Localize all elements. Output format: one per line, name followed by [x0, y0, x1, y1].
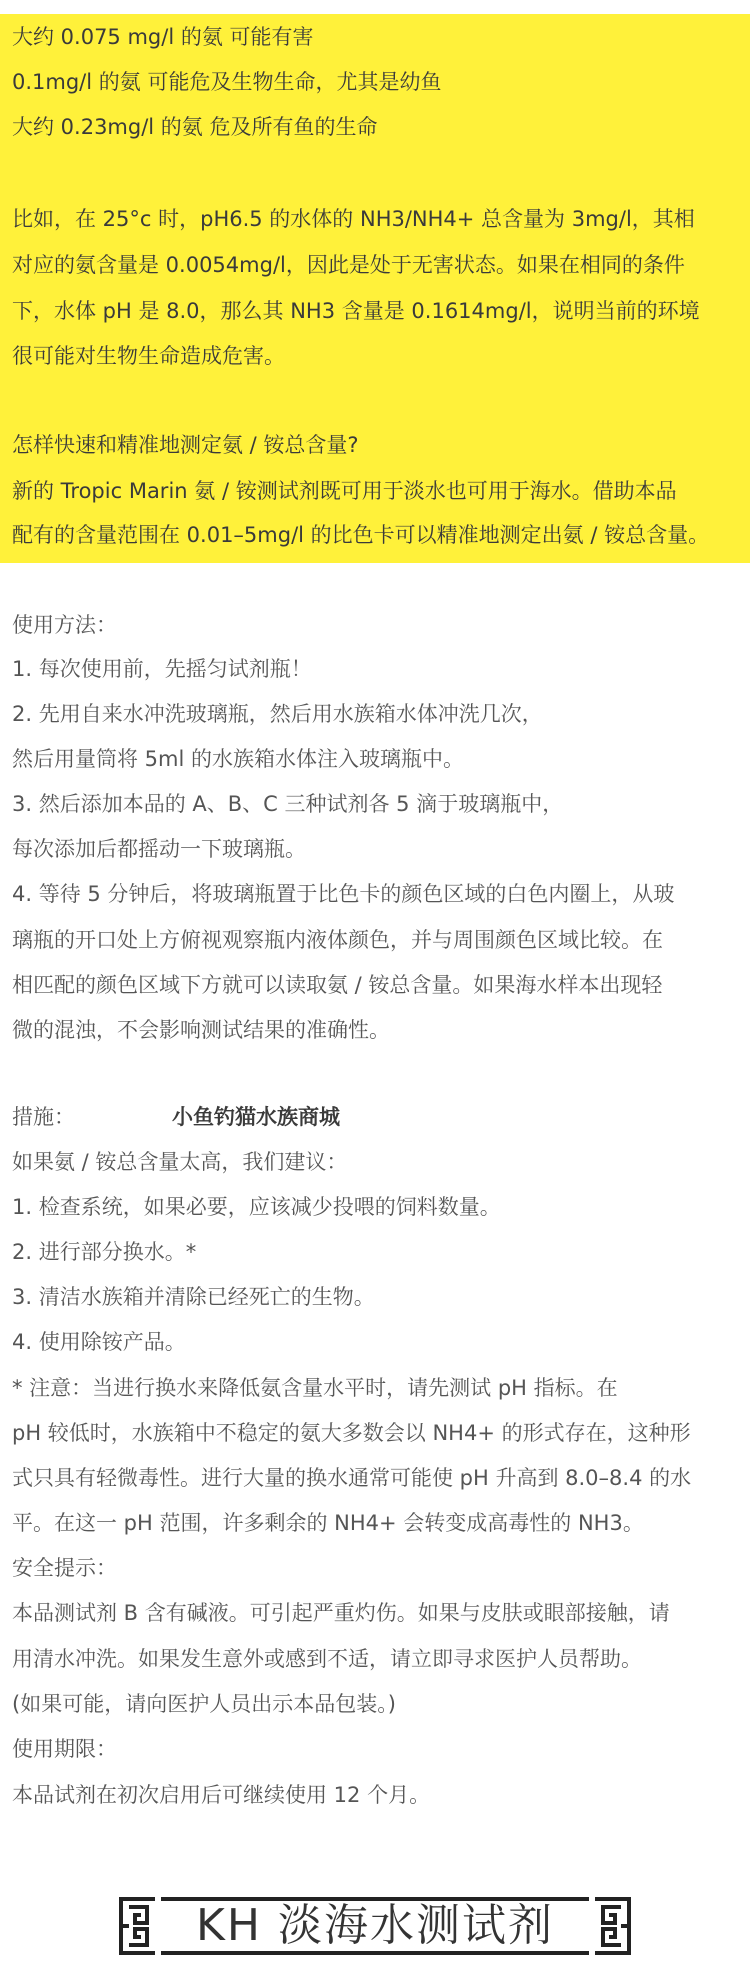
text-line: 2. 进行部分换水。* [12, 1240, 197, 1264]
shop-name: 小鱼钓猫水族商城 [172, 1105, 340, 1129]
text-line: 式只具有轻微毒性。进行大量的换水通常可能使 pH 升高到 8.0–8.4 的水 [12, 1466, 692, 1490]
section-heading-measures: 措施： [12, 1105, 75, 1129]
text-line: 璃瓶的开口处上方俯视观察瓶内液体颜色，并与周围颜色区域比较。在 [12, 928, 663, 952]
text-line: 3. 清洁水族箱并清除已经死亡的生物。 [12, 1285, 375, 1309]
text-line: 比如，在 25°c 时，pH6.5 的水体的 NH3/NH4+ 总含量为 3mg/l，其相 [12, 207, 695, 231]
text-line: 本品试剂在初次启用后可继续使用 12 个月。 [12, 1783, 431, 1807]
text-line: 然后用量筒将 5ml 的水族箱水体注入玻璃瓶中。 [12, 747, 465, 771]
section-heading-shelf-life: 使用期限： [12, 1737, 117, 1761]
section-heading-safety: 安全提示： [12, 1556, 117, 1580]
text-line: 如果氨 / 铵总含量太高，我们建议： [12, 1150, 348, 1174]
text-line: 配有的含量范围在 0.01–5mg/l 的比色卡可以精准地测定出氨 / 铵总含量。 [12, 523, 710, 547]
text-line: 对应的氨含量是 0.0054mg/l，因此是处于无害状态。如果在相同的条件 [12, 253, 685, 277]
text-line: 平。在这一 pH 范围，许多剩余的 NH4+ 会转变成高毒性的 NH3。 [12, 1511, 644, 1535]
text-line: 微的混浊，不会影响测试结果的准确性。 [12, 1018, 390, 1042]
chinese-fret-ornament-icon [591, 1895, 635, 1957]
text-line: 1. 每次使用前，先摇匀试剂瓶！ [12, 657, 312, 681]
text-line: 大约 0.23mg/l 的氨 危及所有鱼的生命 [12, 115, 378, 139]
text-line: 0.1mg/l 的氨 可能危及生物生命，尤其是幼鱼 [12, 70, 442, 94]
text-line: 怎样快速和精准地测定氨 / 铵总含量? [12, 433, 359, 457]
text-line: 很可能对生物生命造成危害。 [12, 344, 285, 368]
text-line: 用清水冲洗。如果发生意外或感到不适，请立即寻求医护人员帮助。 [12, 1647, 642, 1671]
text-line: 4. 使用除铵产品。 [12, 1330, 186, 1354]
text-line: 本品测试剂 B 含有碱液。可引起严重灼伤。如果与皮肤或眼部接触，请 [12, 1601, 670, 1625]
text-line: 新的 Tropic Marin 氨 / 铵测试剂既可用于淡水也可用于海水。借助本品 [12, 479, 677, 503]
text-line: 2. 先用自来水冲洗玻璃瓶，然后用水族箱水体冲洗几次， [12, 702, 543, 726]
text-line: 3. 然后添加本品的 A、B、C 三种试剂各 5 滴于玻璃瓶中， [12, 792, 564, 816]
banner-title: KH 淡海水测试剂 [196, 1900, 554, 1951]
text-line: (如果可能，请向医护人员出示本品包装。) [12, 1692, 396, 1716]
text-line: 下，水体 pH 是 8.0，那么其 NH3 含量是 0.1614mg/l，说明当前的环境 [12, 299, 700, 323]
product-title-banner [115, 1891, 635, 1961]
text-line: pH 较低时，水族箱中不稳定的氨大多数会以 NH4+ 的形式存在，这种形 [12, 1421, 691, 1445]
section-heading-usage: 使用方法： [12, 613, 117, 637]
text-line: 大约 0.075 mg/l 的氨 可能有害 [12, 25, 314, 49]
text-line: 4. 等待 5 分钟后，将玻璃瓶置于比色卡的颜色区域的白色内圈上，从玻 [12, 882, 675, 906]
text-line: * 注意：当进行换水来降低氨含量水平时，请先测试 pH 指标。在 [12, 1376, 618, 1400]
text-line: 每次添加后都摇动一下玻璃瓶。 [12, 837, 306, 861]
text-line: 1. 检查系统，如果必要，应该减少投喂的饲料数量。 [12, 1195, 501, 1219]
text-line: 相匹配的颜色区域下方就可以读取氨 / 铵总含量。如果海水样本出现轻 [12, 973, 663, 997]
